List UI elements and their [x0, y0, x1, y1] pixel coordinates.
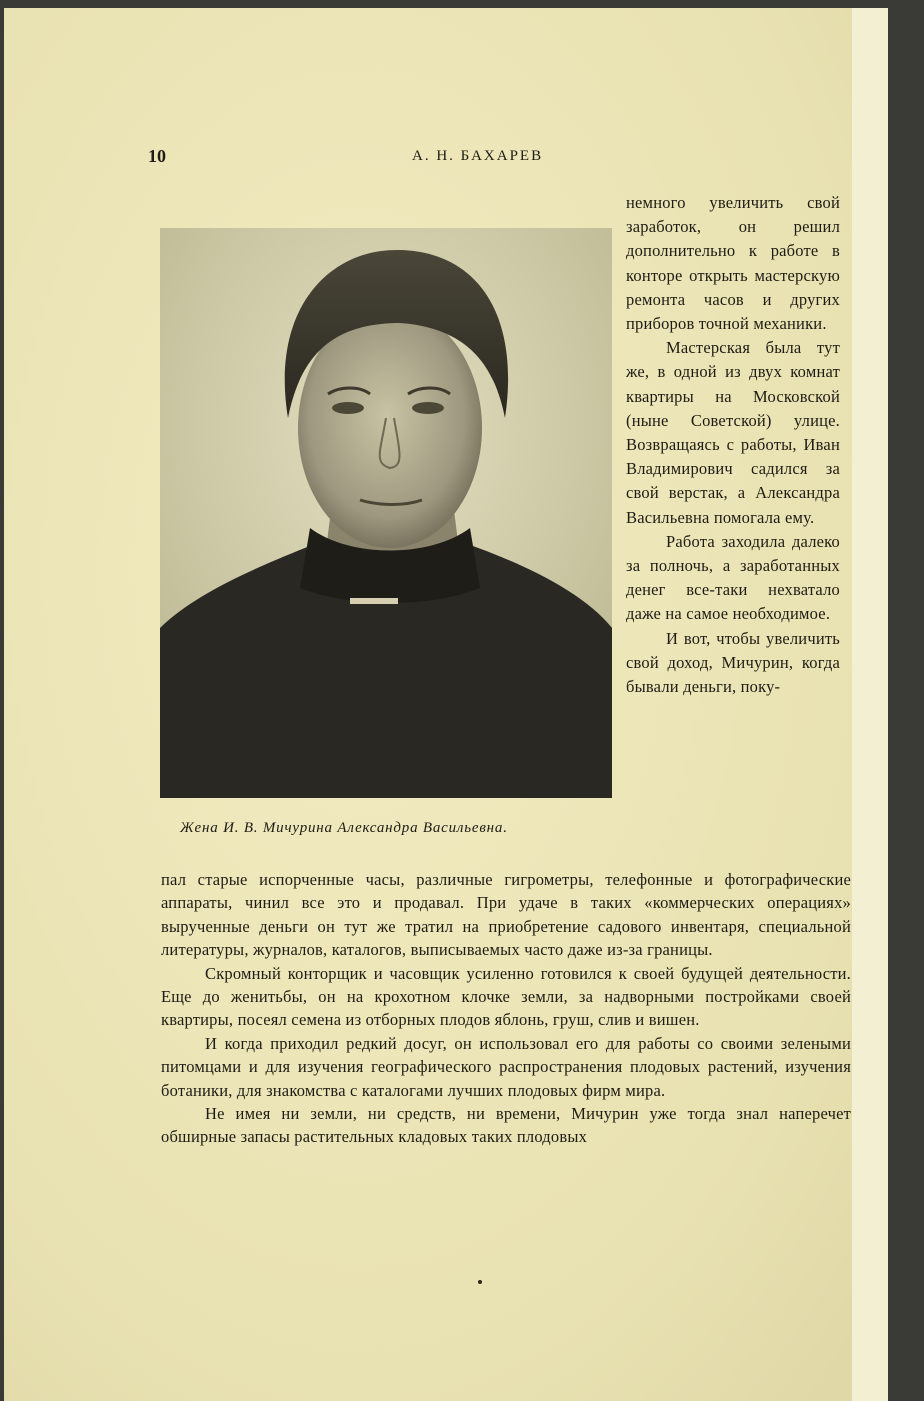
main-text [161, 868, 851, 1149]
portrait-photo [160, 228, 612, 798]
page-edge [852, 8, 888, 1401]
body-paragraph: пал старые испорченные часы, различные гигрометры, телефонные и фотографические аппараты, чинил все это и продавал. При удаче в таких «коммерческих операциях» вырученные деньги он тут же тратил на приобретение садового инвентаря, специальной литературы, журналов, каталогов, выписываемых часто даже из-за границы. [161, 870, 851, 960]
ink-speck [478, 1280, 482, 1284]
portrait-image [160, 228, 612, 798]
running-head: А. Н. БАХАРЕВ [412, 148, 544, 164]
body-paragraph: Не имея ни земли, ни средств, ни времени, Мичурин уже тогда знал наперечет обширные запасы растительных кладовых таких плодовых [161, 1104, 851, 1147]
column-paragraph: Мастерская была тут же, в одной из двух комнат квартиры на Московской (ныне Советской) улице. Возвращаясь с работы, Иван Владимирович садился за свой верстак, а Александра Васильевна помогала ему. [626, 338, 840, 527]
book-page [4, 8, 888, 1401]
page-number: 10 [148, 146, 166, 166]
column-paragraph: И вот, чтобы увеличить свой доход, Мичурин, когда бывали деньги, поку- [626, 628, 840, 697]
body-paragraph: И когда приходил редкий досуг, он использовал его для работы со своими зелеными питомцами и для изучения географического распространения плодовых растений, изучения ботаники, для знакомства с каталогами лучших плодовых фирм мира. [161, 1033, 851, 1100]
side-column [626, 191, 840, 699]
column-paragraph: Работа заходила далеко за полночь, а заработанных денег все-таки нехватало даже на самое необходимое. [626, 531, 840, 624]
column-paragraph: немного увеличить свой заработок, он решил дополнительно к работе в конторе открыть мастерскую ремонта часов и других приборов точной механики. [626, 193, 840, 334]
body-paragraph: Скромный конторщик и часовщик усиленно готовился к своей будущей деятельности. Еще до женитьбы, он на крохотном клочке земли, за надворными постройками своей квартиры, посеял семена из отборных плодов яблонь, груш, слив и вишен. [161, 963, 851, 1030]
photo-caption: Жена И. В. Мичурина Александра Васильевна. [180, 820, 508, 836]
